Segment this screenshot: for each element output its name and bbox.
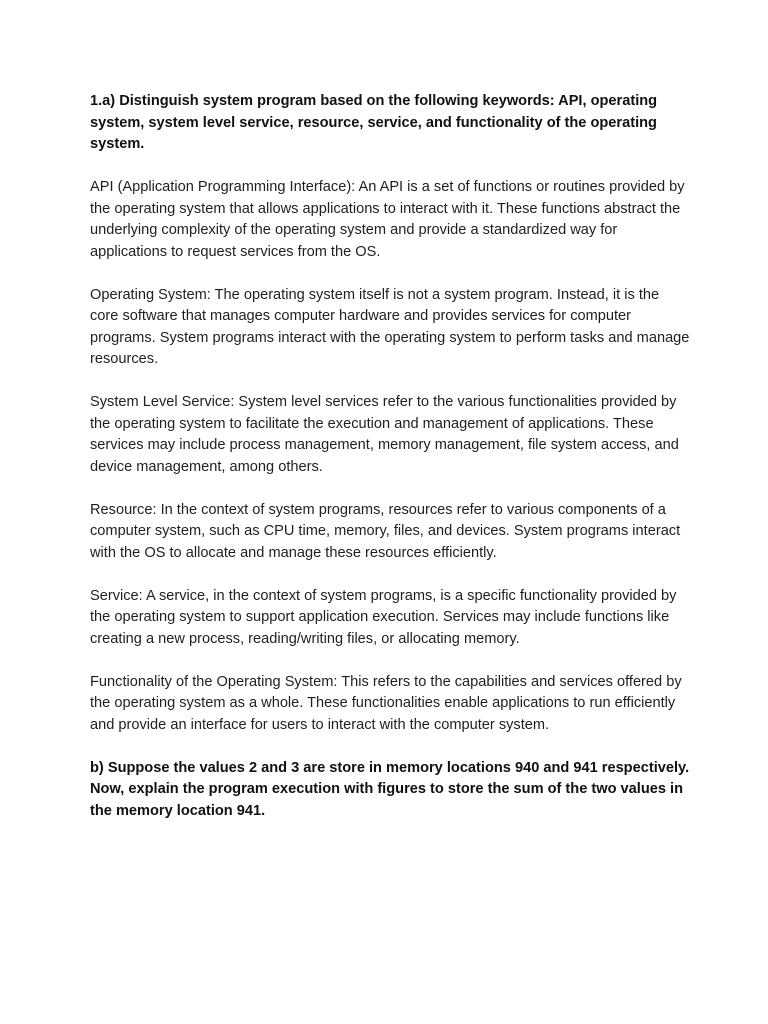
api-paragraph: API (Application Programming Interface): An API is a set of functions or routines provided by the operating system that allows applications to interact with it. These functions abstract the underlying complexity of the operating system and provide a standardized way for applications to request services from the OS. xyxy=(90,179,685,260)
question-b-heading: b) Suppose the values 2 and 3 are store in memory locations 940 and 941 respectively. Now, explain the program execution with figures to store the sum of the two values in the memory location 941. xyxy=(90,759,690,819)
operating-system-paragraph: Operating System: The operating system itself is not a system program. Instead, it is the core software that manages computer hardware and provides services for computer programs. System programs interact with the operating system to perform tasks and manage resources. xyxy=(90,286,690,367)
system-level-service-paragraph: System Level Service: System level services refer to the various functionalities provided by the operating system to facilitate the execution and management of applications. These services may include process management, memory management, file system access, and device management, among others. xyxy=(90,394,679,475)
question-a-heading: 1.a) Distinguish system program based on the following keywords: API, operating system, system level service, resource, service, and functionality of the operating system. xyxy=(90,93,658,152)
resource-paragraph: Resource: In the context of system programs, resources refer to various components of a computer system, such as CPU time, memory, files, and devices. System programs interact with the OS to allocate and manage these resources efficiently. xyxy=(90,501,681,561)
service-paragraph: Service: A service, in the context of system programs, is a specific functionality provided by the operating system to support application execution. Services may include functions like creating a new process, reading/writing files, or allocating memory. xyxy=(90,587,677,647)
document-body xyxy=(90,91,690,844)
functionality-paragraph: Functionality of the Operating System: This refers to the capabilities and services offered by the operating system as a whole. These functionalities enable applications to run efficiently and provide an interface for users to interact with the computer system. xyxy=(90,673,682,733)
